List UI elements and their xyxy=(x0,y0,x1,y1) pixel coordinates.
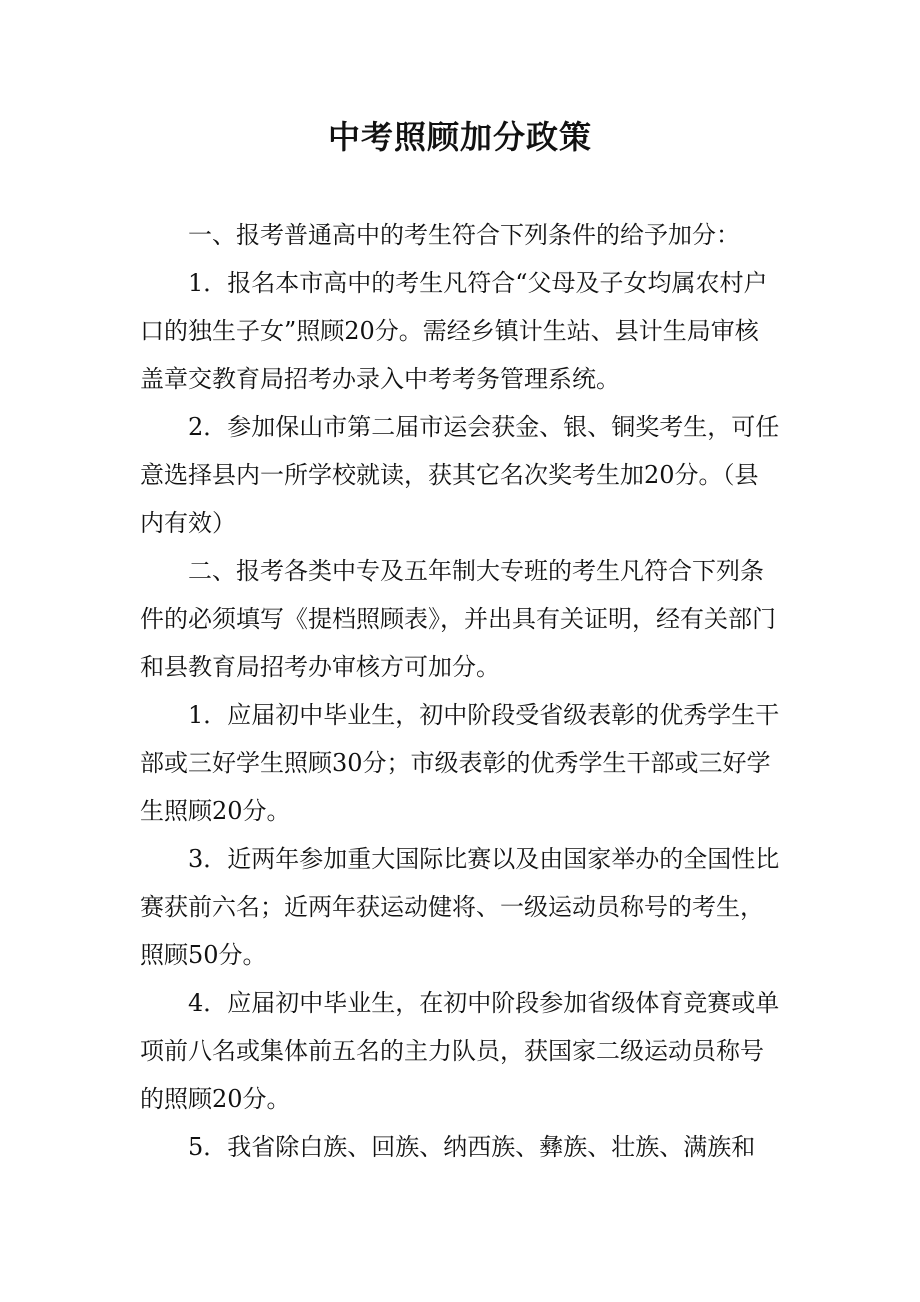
document-body xyxy=(140,211,780,1171)
document-title: 中考照顾加分政策 xyxy=(327,118,592,156)
paragraph: 5．我省除白族、回族、纳西族、彝族、壮族、满族和 xyxy=(188,1133,756,1161)
paragraph: 一、报考普通高中的考生符合下列条件的给予加分： xyxy=(188,221,740,249)
paragraph: 1．报名本市高中的考生凡符合“父母及子女均属农村户口的独生子女”照顾20分。需经乡镇计生站、县计生局审核盖章交教育局招考办录入中考考务管理系统。 xyxy=(140,269,768,393)
paragraph: 4．应届初中毕业生，在初中阶段参加省级体育竞赛或单项前八名或集体前五名的主力队员，获国家二级运动员称号的照顾20分。 xyxy=(140,989,780,1113)
paragraph: 1．应届初中毕业生，初中阶段受省级表彰的优秀学生干部或三好学生照顾30分；市级表彰的优秀学生干部或三好学生照顾20分。 xyxy=(140,701,780,825)
paragraph: 二、报考各类中专及五年制大专班的考生凡符合下列条件的必须填写《提档照顾表》，并出具有关证明，经有关部门和县教育局招考办审核方可加分。 xyxy=(140,557,776,681)
paragraph: 3．近两年参加重大国际比赛以及由国家举办的全国性比赛获前六名；近两年获运动健将、一级运动员称号的考生，照顾50分。 xyxy=(140,845,780,969)
paragraph: 2．参加保山市第二届市运会获金、银、铜奖考生，可任意选择县内一所学校就读，获其它名次奖考生加20分。（县内有效） xyxy=(140,413,780,537)
